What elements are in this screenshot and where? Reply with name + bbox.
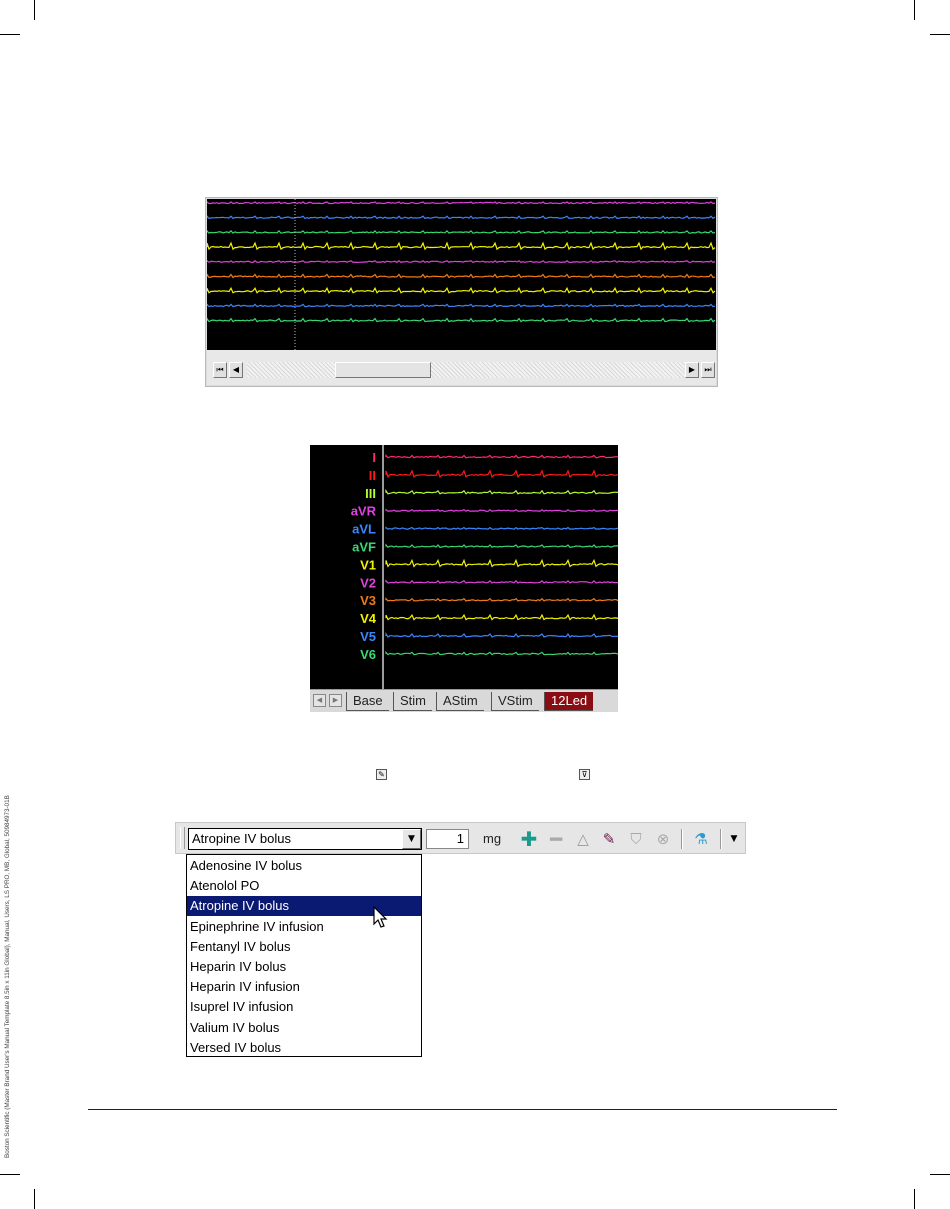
crop-mark <box>34 1189 35 1209</box>
footer-divider <box>88 1109 837 1110</box>
lead-label-avf: aVF <box>352 539 376 555</box>
tab-scroll-right-icon[interactable]: ▶ <box>329 694 342 707</box>
crop-mark <box>0 1174 20 1175</box>
crop-mark <box>930 34 950 35</box>
scroll-first-button[interactable]: ⏮ <box>213 362 227 378</box>
remove-icon[interactable]: ━ <box>549 827 563 851</box>
tab-astim[interactable]: AStim <box>436 692 484 711</box>
drug-option[interactable]: Epinephrine IV infusion <box>190 918 324 934</box>
horizontal-scrollbar[interactable] <box>207 350 716 385</box>
toolbar-separator <box>720 829 722 849</box>
tab-vstim[interactable]: VStim <box>491 692 539 711</box>
lead-label-v4: V4 <box>360 611 376 627</box>
crop-mark <box>930 1174 950 1175</box>
crop-mark <box>0 34 20 35</box>
tab-scroll-left-icon[interactable]: ◀ <box>313 694 326 707</box>
add-icon[interactable]: ✚ <box>520 827 538 851</box>
lead-label-avl: aVL <box>352 521 376 537</box>
drug-option[interactable]: Atenolol PO <box>190 878 260 894</box>
scroll-left-button[interactable]: ◀ <box>229 362 243 378</box>
lead-label-iii: III <box>365 485 376 501</box>
twelve-lead-window <box>310 445 618 712</box>
twelve-lead-display <box>310 445 618 689</box>
drug-option[interactable]: Versed IV bolus <box>190 1039 282 1055</box>
cancel-icon[interactable]: ⊗ <box>656 830 670 848</box>
dose-quantity-input[interactable]: 1 <box>426 829 469 849</box>
medication-toolbar <box>175 822 746 854</box>
iv-bag-icon[interactable]: ⛉ <box>630 830 642 848</box>
dose-unit-label: mg <box>483 831 502 846</box>
lead-label-v3: V3 <box>360 593 376 609</box>
scroll-last-button[interactable]: ⏭ <box>701 362 715 378</box>
lead-label-v6: V6 <box>360 646 376 662</box>
lead-label-i: I <box>372 450 376 465</box>
drug-option[interactable]: Fentanyl IV bolus <box>190 938 291 954</box>
toolbar-grip[interactable] <box>180 827 185 849</box>
lead-label-v2: V2 <box>360 575 376 591</box>
drug-option[interactable]: Valium IV bolus <box>190 1019 280 1035</box>
iv-bag-icon: ⊽ <box>579 769 590 780</box>
view-tab-bar <box>310 689 618 712</box>
waveform-window <box>205 197 718 387</box>
warning-triangle-icon[interactable]: △ <box>577 830 589 848</box>
lead-label-avr: aVR <box>350 503 376 519</box>
scroll-track[interactable] <box>247 362 685 378</box>
tab-stim[interactable]: Stim <box>393 692 432 711</box>
syringe-icon: ✎ <box>376 769 387 780</box>
drug-option[interactable]: Heparin IV bolus <box>190 959 287 974</box>
crop-mark <box>34 0 35 20</box>
chevron-down-icon[interactable]: ▼ <box>402 829 421 849</box>
drug-option[interactable]: Adenosine IV bolus <box>190 858 303 873</box>
crop-mark <box>914 0 915 20</box>
drug-select[interactable]: Atropine IV bolus <box>188 828 422 850</box>
syringe-icon[interactable]: ✎ <box>602 830 616 848</box>
drug-option[interactable]: Heparin IV infusion <box>190 979 300 995</box>
medication-bottle-icon[interactable]: ⚗ <box>694 830 708 848</box>
drug-dropdown-list <box>186 854 422 1057</box>
toolbar-separator <box>681 829 683 849</box>
scroll-thumb[interactable] <box>335 362 431 378</box>
crop-mark <box>914 1189 915 1209</box>
toolbar-options-icon[interactable]: ▼ <box>730 834 738 844</box>
drug-option[interactable]: Isuprel IV infusion <box>190 999 294 1015</box>
drug-option[interactable]: Atropine IV bolus <box>187 896 421 916</box>
lead-label-v5: V5 <box>360 629 376 644</box>
mouse-cursor-icon <box>373 906 389 930</box>
side-document-text: Boston Scientific (Master Brand User's Manual Template 8.5in x 11in Global), Manual, Users, LS PRO, MB, Global, 50984973-01B <box>4 795 11 1158</box>
lead-label-v1: V1 <box>360 557 376 573</box>
waveform-display <box>207 199 716 351</box>
tab-base[interactable]: Base <box>346 692 389 711</box>
scroll-right-button[interactable]: ▶ <box>685 362 699 378</box>
lead-label-ii: II <box>368 467 376 483</box>
tab-12led[interactable]: 12Led <box>544 692 593 711</box>
